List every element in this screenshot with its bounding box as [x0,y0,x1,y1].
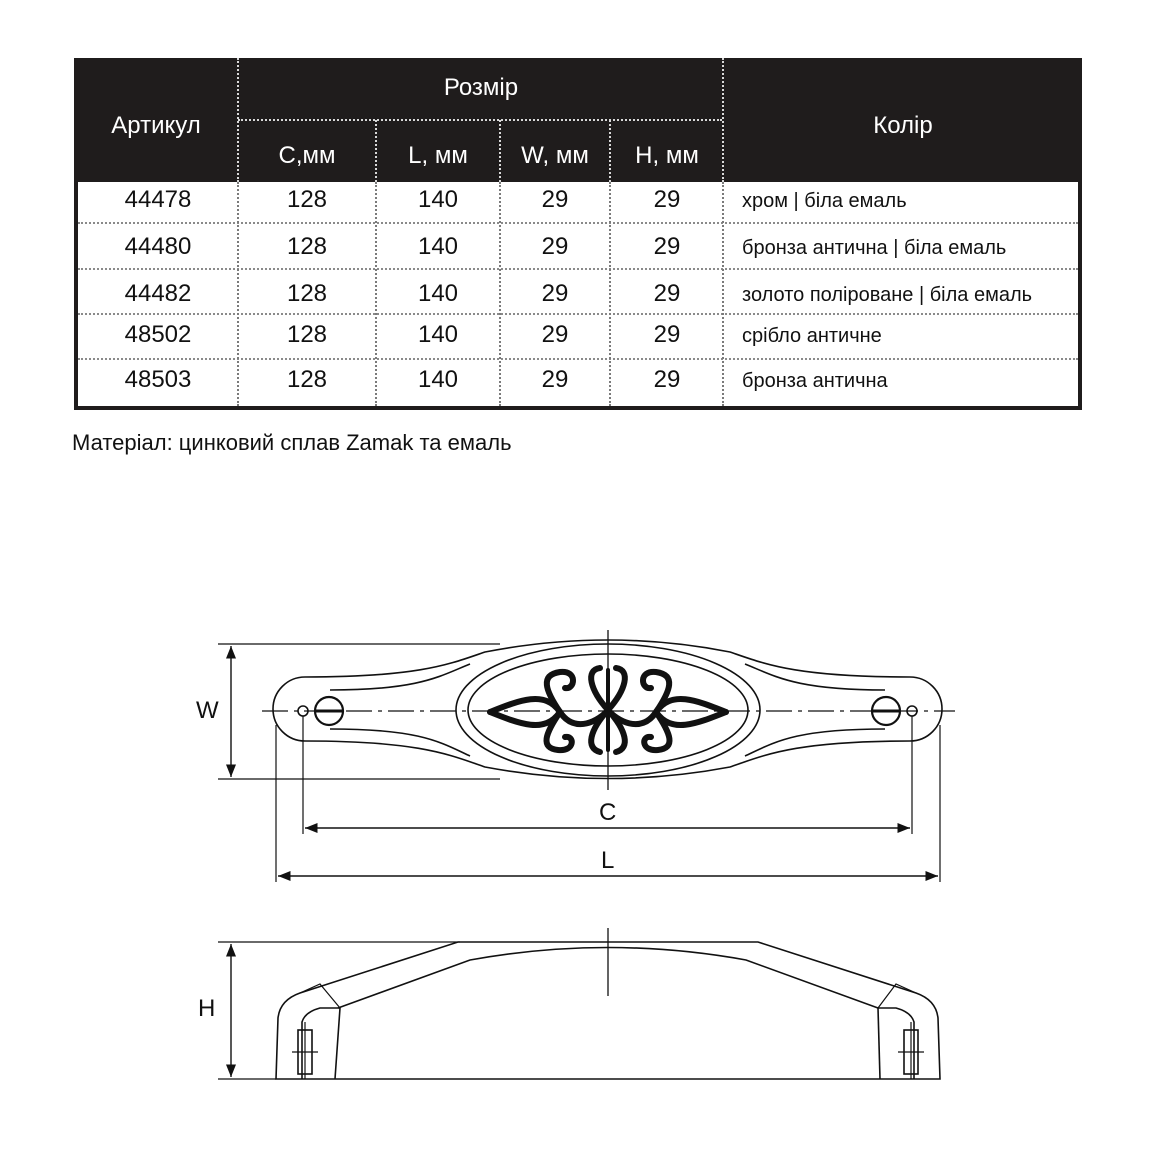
header-size: Розмір [443,74,519,101]
screw-hole-left [298,706,308,716]
cell-w: 29 [541,366,569,393]
cell-article: 44480 [124,233,192,260]
cell-w: 29 [541,321,569,348]
spec-table [74,58,1082,410]
handle-outline-top [273,640,942,779]
cell-color: хром | біла емаль [742,190,907,212]
cell-l: 140 [417,233,459,260]
cell-l: 140 [417,280,459,307]
enamel-plate-inner [468,654,748,766]
header-dim-c: C,мм [278,142,336,169]
cell-h: 29 [653,233,681,260]
cell-w: 29 [541,186,569,213]
cell-l: 140 [417,186,459,213]
cell-h: 29 [653,186,681,213]
cell-h: 29 [653,280,681,307]
cell-h: 29 [653,321,681,348]
label-l: L [601,847,615,874]
row-divider [78,268,1078,270]
header-dim-h: H, мм [635,142,699,169]
cell-article: 48503 [124,366,192,393]
material-note: Матеріал: цинковий сплав Zamak та емаль [72,430,512,455]
table-body [78,182,1078,406]
header-dim-w: W, мм [521,142,589,169]
cell-c: 128 [286,280,328,307]
header-divider [609,120,611,182]
header-article: Артикул [111,112,201,139]
cell-c: 128 [286,233,328,260]
cell-l: 140 [417,321,459,348]
side-view [276,942,940,1079]
column-divider [499,182,501,406]
cell-w: 29 [541,233,569,260]
column-divider [237,182,239,406]
cell-color: срібло античне [742,325,882,347]
header-divider [499,120,501,182]
cell-article: 44478 [124,186,192,213]
row-divider [78,222,1078,224]
row-divider [78,358,1078,360]
scroll-ornament [490,668,726,752]
screw-hole-right [907,706,917,716]
cell-color: бронза антична [742,370,888,392]
cell-c: 128 [286,321,328,348]
enamel-plate [456,644,760,776]
cell-article: 44482 [124,280,192,307]
label-c: C [599,799,617,826]
column-divider [375,182,377,406]
cell-h: 29 [653,366,681,393]
header-color: Колір [873,112,933,139]
column-divider [609,182,611,406]
top-view [273,640,942,779]
cell-c: 128 [286,186,328,213]
handle-outline-side [276,942,940,1079]
row-divider [78,313,1078,315]
cell-w: 29 [541,280,569,307]
label-h: H [198,995,216,1022]
header-divider [238,119,722,121]
cell-article: 48502 [124,321,192,348]
cell-l: 140 [417,366,459,393]
cell-color: золото поліроване | біла емаль [742,284,1033,306]
column-divider [722,182,724,406]
label-w: W [196,697,219,724]
header-divider [722,58,724,182]
cell-color: бронза антична | біла емаль [742,237,1007,259]
cell-c: 128 [286,366,328,393]
header-divider [375,120,377,182]
header-dim-l: L, мм [408,142,468,169]
